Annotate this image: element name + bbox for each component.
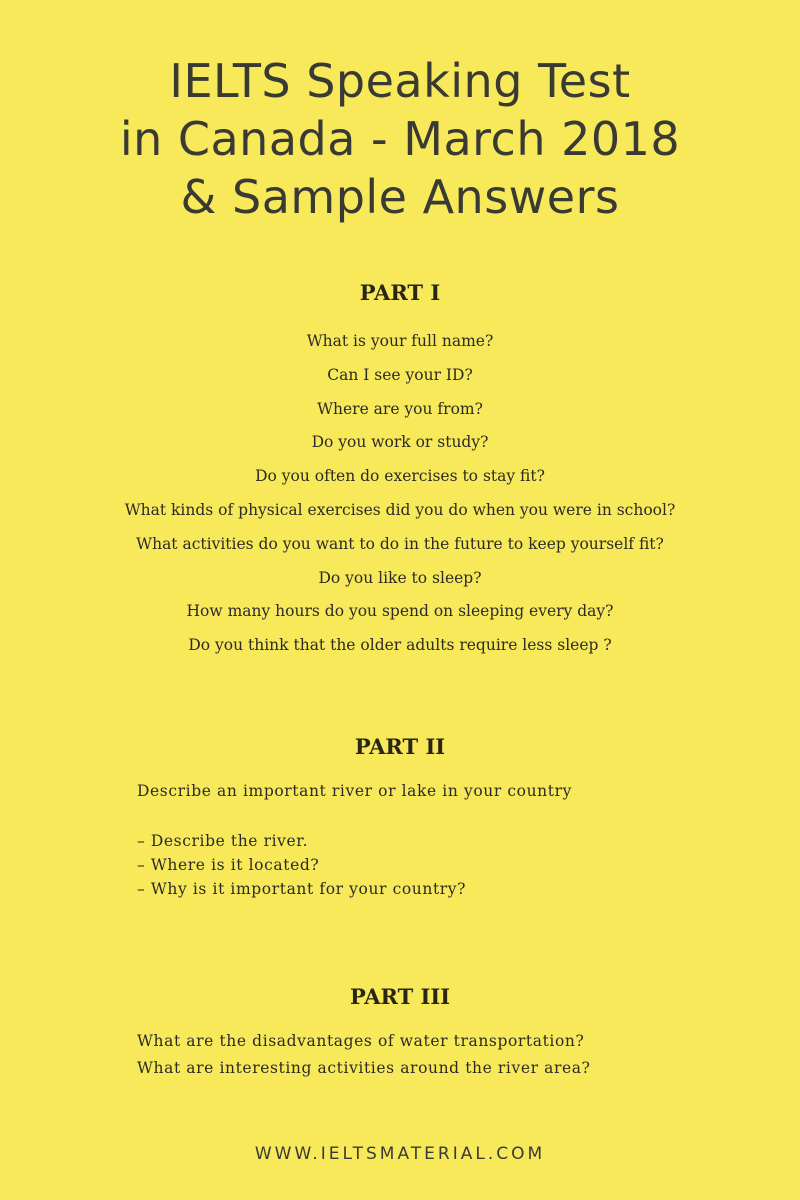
part2-heading: PART II — [354, 734, 446, 759]
question: Can I see your ID? — [327, 365, 473, 384]
title-line: in Canada - March 2018 — [119, 112, 681, 166]
question: What are the disadvantages of water transportation? — [137, 1032, 585, 1050]
question: How many hours do you spend on sleeping every day? — [186, 602, 614, 621]
question: What is your full name? — [306, 332, 494, 350]
question: What kinds of physical exercises did you do when you were in school? — [124, 500, 676, 519]
website-link[interactable]: WWW.IELTSMATERIAL.COM — [254, 1144, 546, 1164]
question: Do you often do exercises to stay fit? — [255, 467, 545, 486]
question: Do you work or study? — [311, 433, 489, 452]
question: Do you think that the older adults require less sleep ? — [188, 636, 612, 655]
question: What activities do you want to do in the future to keep yourself fit? — [136, 534, 664, 553]
title-line: IELTS Speaking Test — [169, 54, 631, 108]
point: – Why is it important for your country? — [137, 880, 467, 898]
question: Do you like to sleep? — [318, 568, 482, 587]
part3-heading: PART III — [349, 984, 451, 1009]
page-title — [0, 52, 800, 226]
part1-questions — [0, 325, 800, 663]
question: What are interesting activities around the river area? — [137, 1059, 591, 1077]
part2-points — [137, 829, 466, 901]
part1-heading: PART I — [359, 280, 441, 305]
title-line: & Sample Answers — [180, 170, 620, 224]
part2-prompt: Describe an important river or lake in your country — [137, 782, 572, 800]
part3-questions — [137, 1028, 591, 1082]
question: Where are you from? — [317, 399, 483, 418]
point: – Where is it located? — [137, 856, 320, 874]
point: – Describe the river. — [137, 832, 309, 850]
